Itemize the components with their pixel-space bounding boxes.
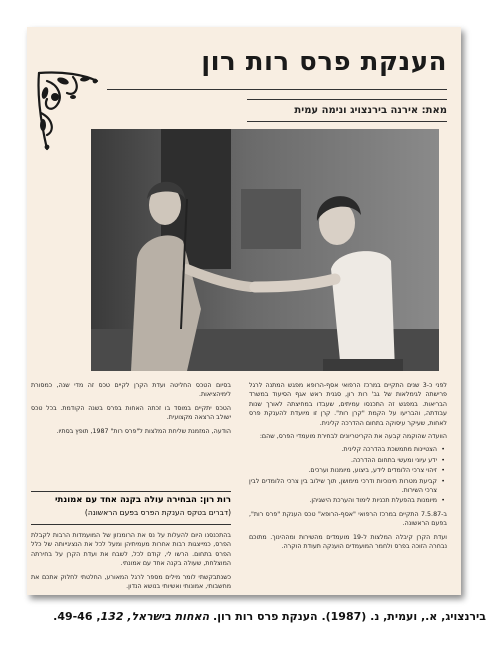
list-item: • קביעת מטרות חינוכיות ודרכי מימושן, תוך שילוב בין צרכי הלומדים לבין צרכי השירות. [249, 477, 437, 496]
list-item: • זיהוי צרכי הלומדים לידע, ביצוע, מיומנות וערכים. [249, 466, 437, 475]
list-item: • הצטיינות מתמשכת בהדרכה קלינית. [249, 445, 437, 454]
paragraph: ועדת הקרן קיבלה המלצות ל-19 מועמדים מהשירות ומההינוך. מתוכם נבחרה הזוכה בפרס ולחמר המועמדים הוענקה תעודת הוקרה. [249, 533, 447, 551]
citation-pages: , 49-46. [53, 610, 101, 623]
list-item: • מיומנות בהפעלת תכניות לימוד והערכת הישגיהן. [249, 496, 437, 505]
paragraph: הטכס יתקיים במוסד בו זכתה האחות בפרס בשנה הקודמת. בכל טכס ישולב הרצאה מקצועית. [31, 404, 231, 422]
speech-title: רות רון: הבחירה עולה בקנה אחד עם אמונתי [55, 495, 231, 505]
handshake-photo-image [91, 129, 439, 371]
list-item: • ידע עיוני ומעשי בתחום ההדרכה. [249, 456, 437, 465]
speech-title-box [31, 491, 231, 525]
headline-rule [107, 89, 447, 90]
citation-caption [14, 610, 486, 623]
paragraph: ב-7.5.87 התקיים במרכז הרפואי "אסף-הרופא" טכס הענקת "פרס רות", בפעם הראשונה. [249, 510, 447, 528]
paragraph: לפני כ-3 שנים התקיים במרכז הרפואי אסף-הרופא מפגש המתנה לרגל פרישתה לגימלאות של גב' רות רון, סגנית ראש אגף הסיעוד במשרד הבריאות. במפגש זה התכנסו עמיתים, שעבדו במחיצתה לאורך שנות עבודתה, והבריעו על הקמת "קרן רות". קרן זו מיועדת להענקת פרס לאחות, שעיקר עיסוקה בתחום ההדרכה קלינית. [249, 382, 448, 427]
article-column-left-lower [31, 531, 231, 595]
paragraph: הודעה, המזמנת שליחת המלצות ל"פרס רות" 1987, תופץ בסתיו. [56, 427, 231, 435]
speech-subtitle: (דברים בטקס הענקת הפרס בפעם הראשונה) [84, 508, 231, 517]
article-headline: הענקת פרס רות רון [201, 47, 447, 77]
paragraph: הוועדה שהוקמה קבעה את הקריטריונים לבחירת מועמדי הפרס, שהם: [259, 433, 447, 441]
byline-rule-bottom [247, 121, 447, 122]
citation-authors: בירנצויג, א., ועמית, נ. (1987). הענקת פרס רות רון. [213, 610, 486, 623]
criteria-list [249, 445, 447, 505]
byline-rule-top [247, 99, 447, 100]
article-column-right [249, 381, 447, 556]
article-column-left [31, 381, 231, 440]
article-byline: מאת: אירנה בירנצויג ונימה עמית [294, 105, 447, 116]
paragraph: בסיום הטכס החליטה ועדת הקרן לקיים טכס זה מדי שנה, כמסורת לימיהציאות. [31, 382, 231, 399]
scanned-article-page [27, 27, 461, 595]
paragraph: בהתכנסנו היום להעלות על נס את הרומנזון של המועמדות הרבות לקבלת הפרס, כמייצגות רבות אחרות מעמיתיהן ומעל לכל את הנציגייותה של כלל הפרס בתחום. הרשו לי, קודם לכל, לשבח את ועדת הקרן על בחירתה המוצלחת, שעולה בקנה אחד עם אמונתי. [31, 532, 231, 568]
paragraph: כשנתבקשתי לומר מילים מספר לרגל המאורע, החלטתי לחלוק אתכם את מחשבותי, אמונותי ואשיותי בנושא הנדון. [31, 573, 231, 591]
award-ceremony-photo [91, 129, 439, 371]
citation-journal: האחות בישראל, 132 [100, 610, 210, 623]
